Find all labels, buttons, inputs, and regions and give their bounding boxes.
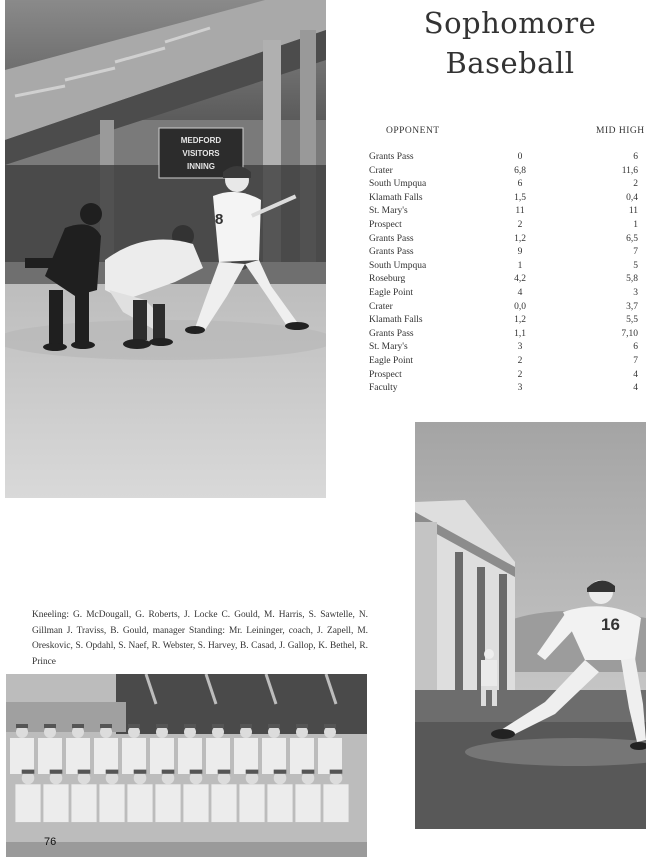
opponent-name: Grants Pass	[369, 328, 414, 339]
schedule-row	[369, 234, 646, 248]
mid-high-score: 6,5	[626, 233, 638, 244]
opponent-score: 1,1	[514, 328, 526, 339]
mid-high-score: 7	[633, 247, 638, 258]
batter-photo	[5, 0, 326, 498]
opponent-score: 1,2	[514, 233, 526, 244]
opponent-score: 2	[517, 219, 523, 230]
opponent-score: 6	[517, 179, 523, 190]
pitcher-photo	[415, 422, 646, 829]
team-roster-caption: Kneeling: G. McDougall, G. Roberts, J. Locke C. Gould, M. Harris, S. Sawtelle, N. Gillman J. Traviss, B. Gould, manager Standing: Mr. Leininger, coach, J. Zapell, M. Oreskovic, S. Opdahl, S. Naef, R. Webster, S. Harvey, B. Casad, J. Gallop, K. Bethel, R. Prince	[32, 610, 368, 667]
mid-high-score: 3	[633, 287, 638, 298]
svg-text:INNING: INNING	[187, 162, 215, 171]
mid-high-score: 5,8	[626, 274, 638, 285]
page-title-line-2: Baseball	[445, 46, 575, 80]
opponent-name: Grants Pass	[369, 247, 414, 258]
mid-high-score: 1	[633, 219, 638, 230]
schedule-row	[369, 152, 646, 166]
mid-high-score: 6	[633, 152, 638, 162]
mid-high-score: 4	[633, 383, 638, 394]
opponent-score: 1,5	[514, 192, 526, 203]
schedule-row	[369, 383, 646, 397]
svg-text:VISITORS: VISITORS	[182, 149, 220, 158]
mid-high-score: 3,7	[626, 301, 638, 312]
opponent-score: 0,0	[514, 301, 526, 312]
opponent-name: South Umpqua	[369, 179, 427, 190]
opponent-name: Prospect	[369, 369, 402, 380]
schedule-row	[369, 261, 646, 275]
schedule-row	[369, 220, 646, 234]
mid-high-score: 0,4	[626, 192, 638, 203]
schedule-table	[369, 152, 646, 397]
svg-text:16: 16	[601, 615, 620, 634]
schedule-row	[369, 302, 646, 316]
opponent-score: 3	[517, 342, 523, 353]
opponent-score: 3	[517, 383, 523, 394]
mid-high-score: 11	[628, 206, 638, 217]
mid-high-score: 2	[633, 179, 638, 190]
mid-high-score: 7,10	[621, 328, 638, 339]
opponent-score: 9	[517, 247, 523, 258]
opponent-score: 0	[517, 152, 523, 162]
schedule-row	[369, 247, 646, 261]
schedule-row	[369, 206, 646, 220]
mid-high-score: 5	[633, 260, 638, 271]
schedule-row	[369, 166, 646, 180]
opponent-score: 1	[517, 260, 523, 271]
schedule-row	[369, 288, 646, 302]
opponent-name: Crater	[369, 165, 393, 176]
page-title-line-1: Sophomore	[423, 6, 597, 40]
opponent-name: Klamath Falls	[369, 315, 423, 326]
schedule-row	[369, 179, 646, 193]
mid-high-score: 6	[633, 342, 638, 353]
schedule-row	[369, 315, 646, 329]
opponent-score: 6,8	[514, 165, 526, 176]
opponent-score: 1,2	[514, 315, 526, 326]
mid-high-score: 7	[633, 355, 638, 366]
opponent-score: 2	[517, 369, 523, 380]
opponent-score: 4,2	[514, 274, 526, 285]
opponent-name: South Umpqua	[369, 260, 427, 271]
mid-high-column-header: MID HIGH	[596, 126, 645, 136]
opponent-name: St. Mary's	[369, 206, 408, 217]
opponent-score: 4	[517, 287, 523, 298]
schedule-row	[369, 356, 646, 370]
schedule-row	[369, 342, 646, 356]
mid-high-score: 11,6	[621, 165, 638, 176]
team-photo	[6, 674, 367, 857]
opponent-name: Eagle Point	[369, 287, 414, 298]
page-number: 76	[44, 836, 57, 848]
opponent-score: 2	[517, 355, 523, 366]
mid-high-score: 5,5	[626, 315, 638, 326]
opponent-name: Grants Pass	[369, 152, 414, 162]
svg-text:MEDFORD: MEDFORD	[180, 136, 222, 145]
opponent-column-header: OPPONENT	[386, 126, 440, 136]
mid-high-score: 4	[633, 369, 638, 380]
opponent-name: Grants Pass	[369, 233, 414, 244]
opponent-name: Roseburg	[369, 274, 406, 285]
opponent-name: Faculty	[369, 383, 398, 394]
opponent-name: Eagle Point	[369, 355, 414, 366]
opponent-name: Prospect	[369, 219, 402, 230]
opponent-name: Crater	[369, 301, 393, 312]
schedule-row	[369, 370, 646, 384]
opponent-score: 11	[515, 206, 525, 217]
opponent-name: Klamath Falls	[369, 192, 423, 203]
schedule-row	[369, 193, 646, 207]
svg-text:8: 8	[215, 211, 224, 228]
schedule-row	[369, 329, 646, 343]
opponent-name: St. Mary's	[369, 342, 408, 353]
schedule-row	[369, 274, 646, 288]
